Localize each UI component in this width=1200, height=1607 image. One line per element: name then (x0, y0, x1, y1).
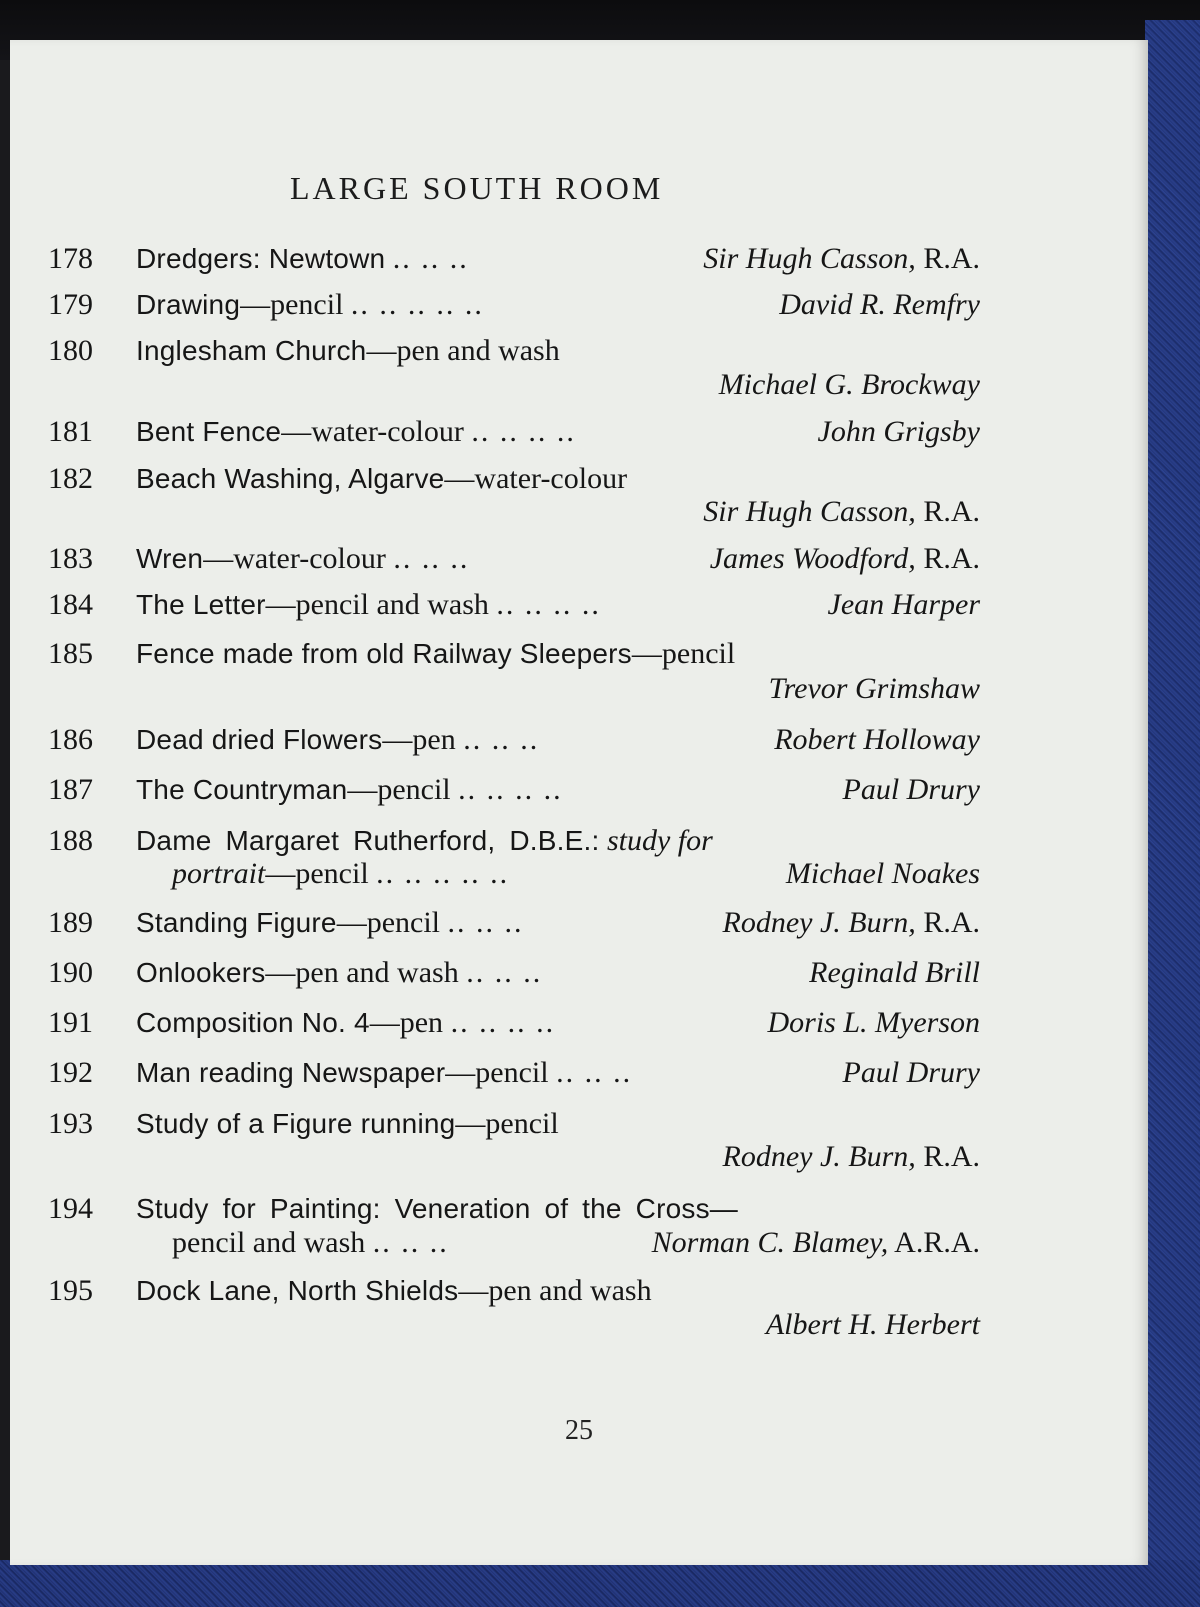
entry-medium: —water-colour (281, 415, 464, 448)
entry-artist: Reginald Brill (809, 956, 980, 989)
entry-artist: James Woodford, (709, 542, 916, 575)
leader-dots: .. .. .. (466, 956, 543, 989)
entry-title: Bent Fence (136, 416, 282, 447)
entry-title: Beach Washing, Algarve (136, 463, 445, 494)
entry-artist: Michael Noakes (785, 857, 980, 890)
entry-title: Onlookers (136, 957, 266, 988)
entry-title: Study of a Figure running (136, 1108, 456, 1139)
entry-medium: —pencil (455, 1107, 559, 1140)
entry-number: 181 (48, 415, 93, 448)
entry-title: Composition No. 4 (136, 1007, 370, 1038)
entry-artist: John Grigsby (817, 415, 980, 448)
entry-number: 189 (48, 906, 93, 939)
entry-artist: Rodney J. Burn, (722, 906, 916, 939)
entry-medium: —water-colour (444, 462, 628, 495)
book-cover-spine (1145, 20, 1200, 1607)
entry-medium: —pencil (445, 1056, 549, 1089)
leader-dots: .. .. .. .. .. (350, 288, 484, 321)
entry-number: 185 (48, 637, 93, 670)
entry-number: 186 (48, 723, 93, 756)
entry-artist: Jean Harper (827, 588, 980, 621)
entry-medium: —pen (382, 723, 456, 756)
entry-medium: —pencil and wash (265, 588, 489, 621)
entry-number: 182 (48, 462, 93, 495)
entry-artist: Norman C. Blamey, (651, 1226, 889, 1259)
entry-number: 188 (48, 824, 93, 857)
entry-artist: Doris L. Myerson (767, 1006, 980, 1039)
entry-title: Dredgers: Newtown (136, 243, 386, 274)
entry-artist: Paul Drury (842, 1056, 980, 1089)
entry-number: 192 (48, 1056, 93, 1089)
entry-title: The Letter (136, 589, 266, 620)
entry-number: 195 (48, 1274, 93, 1307)
entry-number: 191 (48, 1006, 93, 1039)
entry-artist: David R. Remfry (779, 288, 980, 321)
entry-medium: —pencil (240, 288, 344, 321)
entry-medium: —pen (369, 1006, 444, 1039)
entry-medium: —water-colour (203, 542, 386, 575)
entry-medium: study for (599, 824, 713, 857)
entry-artist: Robert Holloway (774, 723, 980, 756)
entry-title: Standing Figure (136, 907, 337, 938)
entry-number: 179 (48, 288, 93, 321)
entry-honours: R.A. (915, 242, 980, 275)
entry-number: 187 (48, 773, 93, 806)
entry-artist: Paul Drury (842, 773, 980, 806)
entry-artist: Rodney J. Burn, (722, 1140, 916, 1173)
entry-title: Dock Lane, North Shields (136, 1275, 459, 1306)
entry-honours: R.A. (915, 495, 980, 528)
leader-dots: .. .. .. (556, 1056, 633, 1089)
entry-medium: —pen and wash (265, 956, 459, 989)
entry-title: Study for Painting: Veneration of the Cross— (136, 1193, 738, 1224)
entry-honours: R.A. (915, 906, 980, 939)
leader-dots: .. .. .. .. (471, 415, 576, 448)
entry-medium: —pencil (631, 637, 736, 670)
leader-dots: .. .. .. (463, 723, 540, 756)
entry-number: 183 (48, 542, 93, 575)
entry-honours: R.A. (915, 1140, 980, 1173)
entry-artist: Albert H. Herbert (765, 1308, 980, 1341)
entry-title: Inglesham Church (136, 335, 367, 366)
leader-dots: .. .. .. .. (458, 773, 563, 806)
entry-title: The Countryman (136, 774, 348, 805)
leader-dots: .. .. .. (447, 906, 524, 939)
entry-artist: Trevor Grimshaw (768, 672, 980, 705)
entry-title: Fence made from old Railway Sleepers (136, 638, 632, 669)
leader-dots: .. .. .. (393, 542, 470, 575)
page-number: 25 (565, 1415, 593, 1446)
entry-number: 190 (48, 956, 93, 989)
entry-artist: Michael G. Brockway (718, 368, 980, 401)
entry-medium: —pen and wash (458, 1274, 652, 1307)
leader-dots: .. .. .. .. (496, 588, 601, 621)
page-heading: LARGE SOUTH ROOM (290, 170, 664, 206)
leader-dots: .. .. .. (372, 1226, 449, 1259)
entry-honours: R.A. (915, 542, 980, 575)
entry-honours: A.R.A. (888, 1226, 980, 1259)
entry-number: 180 (48, 334, 93, 367)
entry-medium-cont: pencil and wash (172, 1226, 366, 1259)
entry-medium: —pencil (336, 906, 440, 939)
entry-number: 178 (48, 242, 93, 275)
entry-number: 194 (48, 1192, 93, 1225)
leader-dots: .. .. .. (392, 242, 469, 275)
entry-medium-cont: —pencil (265, 857, 369, 890)
entry-medium: —pencil (347, 773, 451, 806)
entry-artist: Sir Hugh Casson, (703, 495, 916, 528)
entry-title: Dead dried Flowers (136, 724, 383, 755)
entry-title: Man reading Newspaper (136, 1057, 446, 1088)
entry-number: 184 (48, 588, 93, 621)
catalogue-page (10, 40, 1148, 1565)
entry-medium: —pen and wash (366, 334, 560, 367)
leader-dots: .. .. .. .. .. (376, 857, 510, 890)
entry-list (10, 40, 1148, 1540)
book-cover-bottom (0, 1560, 1200, 1607)
entry-title: Dame Margaret Rutherford, D.B.E.: (136, 825, 600, 856)
leader-dots: .. .. .. .. (450, 1006, 556, 1039)
entry-artist: Sir Hugh Casson, (703, 242, 916, 275)
entry-title: Drawing (136, 289, 241, 320)
entry-number: 193 (48, 1107, 93, 1140)
entry-medium-italic: portrait (172, 857, 266, 890)
entry-title: Wren (136, 543, 204, 574)
